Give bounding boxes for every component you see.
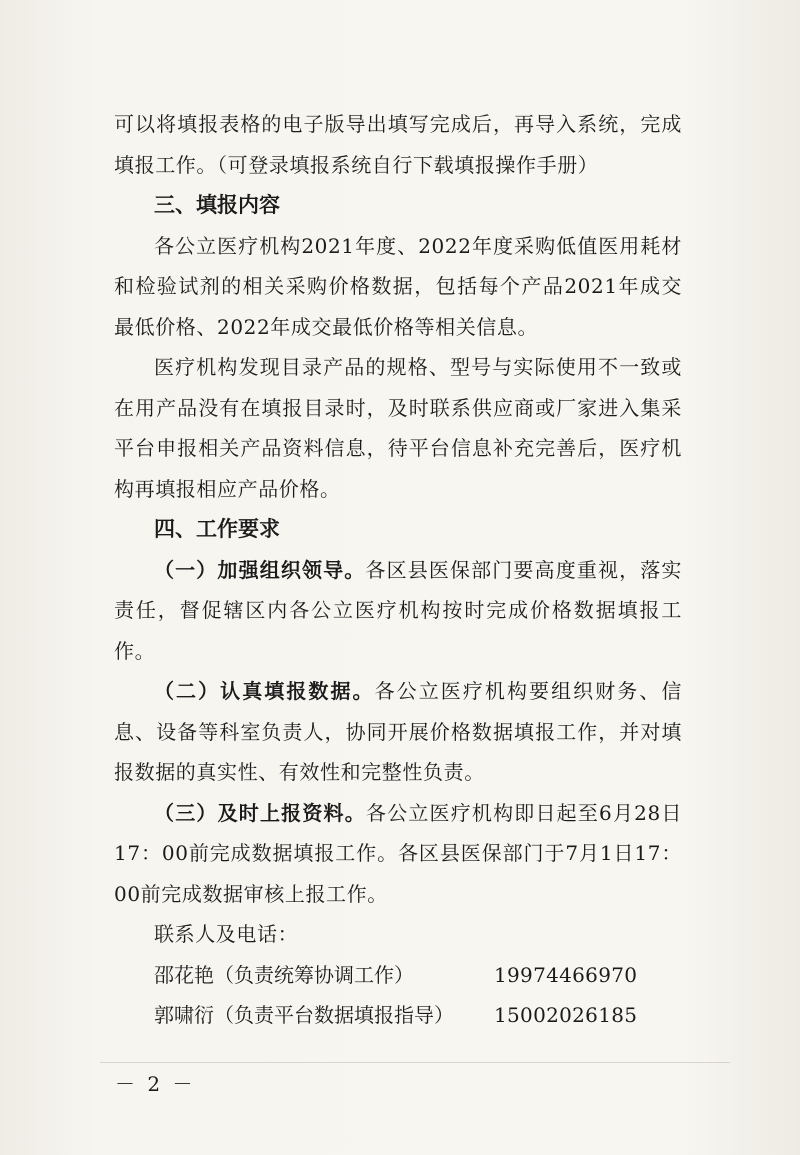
contact-row xyxy=(114,955,682,996)
requirement-item-1 xyxy=(114,550,682,672)
contact-name: 邵花艳（负责统筹协调工作） xyxy=(154,962,414,987)
requirement-text-3: 各公立医疗机构即日起至6月28日17：00前完成数据填报工作。各区县医保部门于7月1日17：00前完成数据审核上报工作。 xyxy=(114,800,683,906)
requirement-item-2 xyxy=(114,671,682,793)
document-body xyxy=(114,104,682,1036)
contact-phone: 15002026185 xyxy=(494,1003,638,1027)
intro-paragraph: 可以将填报表格的电子版导出填写完成后，再导入系统，完成填报工作。（可登录填报系统自行下载填报操作手册） xyxy=(114,112,682,177)
requirement-text-1: 各区县医保部门要高度重视，落实责任，督促辖区内各公立医疗机构按时完成价格数据填报工作。 xyxy=(114,557,683,663)
contact-row xyxy=(114,995,682,1036)
requirement-lead-1: （一）加强组织领导。 xyxy=(154,557,366,582)
section-heading-4: 四、工作要求 xyxy=(154,516,280,541)
section3-paragraph-1: 各公立医疗机构2021年度、2022年度采购低值医用耗材和检验试剂的相关采购价格数据，包括每个产品2021年成交最低价格、2022年成交最低价格等相关信息。 xyxy=(114,233,682,339)
section-heading-3: 三、填报内容 xyxy=(154,192,280,217)
footer-divider xyxy=(100,1062,730,1063)
section3-paragraph-2: 医疗机构发现目录产品的规格、型号与实际使用不一致或在用产品没有在填报目录时，及时联系供应商或厂家进入集采平台申报相关产品资料信息，待平台信息补充完善后，医疗机构再填报相应产品价格。 xyxy=(114,355,682,501)
requirement-lead-2: （二）认真填报数据。 xyxy=(154,679,375,703)
contacts-label: 联系人及电话： xyxy=(154,922,299,946)
requirement-text-2: 各公立医疗机构要组织财务、信息、设备等科室负责人，协同开展价格数据填报工作，并对填报数据的真实性、有效性和完整性负责。 xyxy=(114,679,682,784)
page-number: － 2 － xyxy=(115,1072,196,1096)
requirement-lead-3: （三）及时上报资料。 xyxy=(154,800,366,825)
requirement-item-3 xyxy=(114,793,682,915)
contact-phone: 19974466970 xyxy=(494,962,638,987)
contact-name: 郭啸衍（负责平台数据填报指导） xyxy=(154,1003,454,1027)
